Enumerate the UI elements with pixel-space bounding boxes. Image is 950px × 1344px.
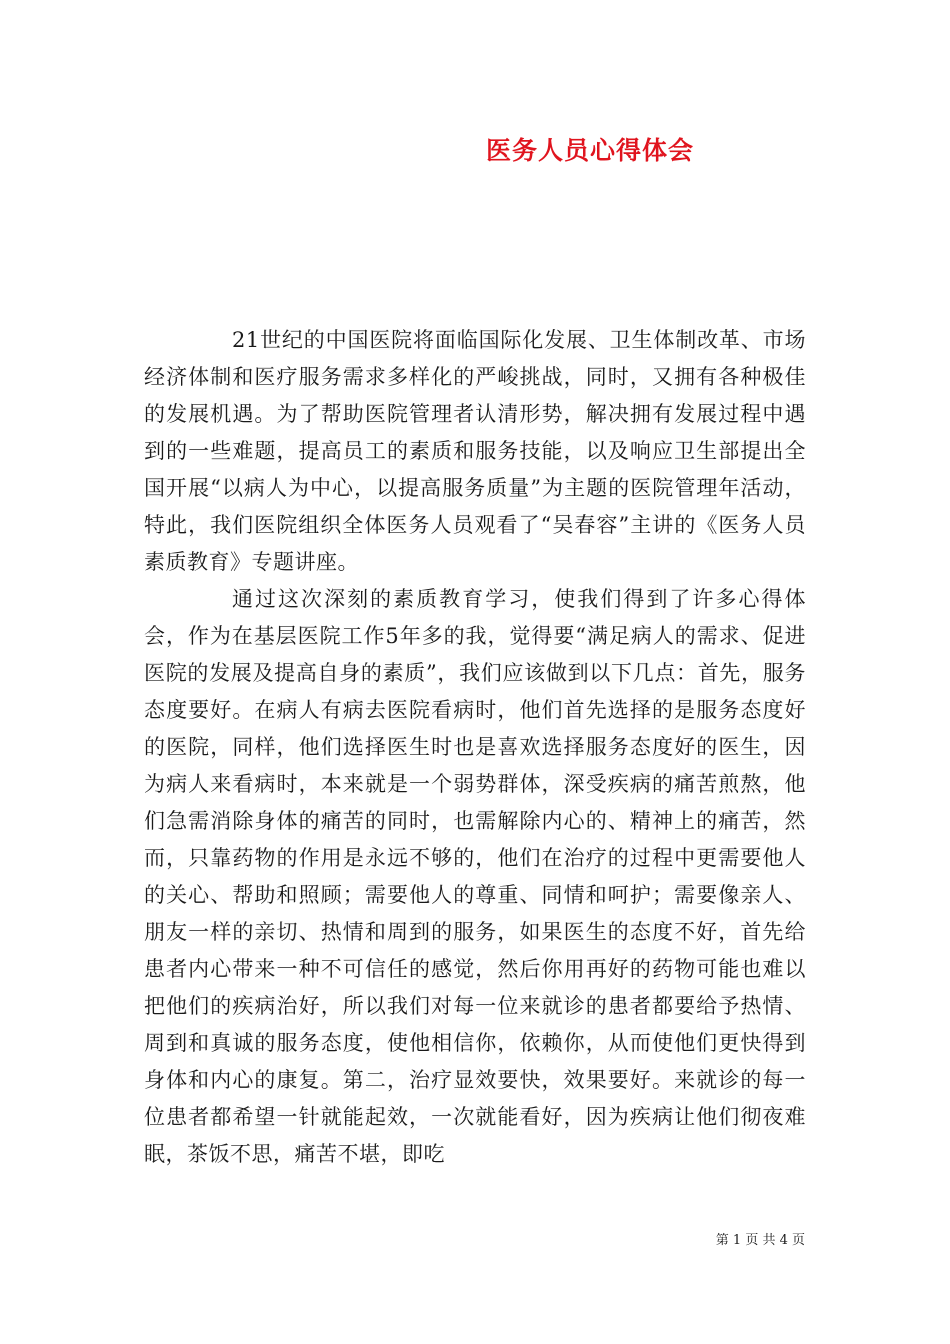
page-footer: 第 1 页 共 4 页 bbox=[715, 1233, 805, 1248]
paragraph-2: 通过这次深刻的素质教育学习，使我们得到了许多心得体会，作为在基层医院工作5年多的我，觉得要“满足病人的需求、促进医院的发展及提高自身的素质”，我们应该做到以下几点：首先，服务态度要好。在病人有病去医院看病时，他们首先选择的是服务态度好的医院，同样，他们选择医生时也是喜欢选择服务态度好的医生，因为病人来看病时，本来就是一个弱势群体，深受疾病的痛苦煎熬，他们急需消除身体的痛苦的同时，也需解除内心的、精神上的痛苦，然而，只靠药物的作用是永远不够的，他们在治疗的过程中更需要他人的关心、帮助和照顾；需要他人的尊重、同情和呵护；需要像亲人、朋友一样的亲切、热情和周到的服务，如果医生的态度不好，首先给患者内心带来一种不可信任的感觉，然后你用再好的药物可能也难以把他们的疾病治好，所以我们对每一位来就诊的患者都要给予热情、周到和真诚的服务态度，使他相信你，依赖你，从而使他们更快得到身体和内心的康复。第二，治疗显效要快，效果要好。来就诊的每一位患者都希望一针就能起效，一次就能看好，因为疾病让他们彻夜难眠，茶饭不思，痛苦不堪，即吃 bbox=[144, 587, 806, 1166]
document-title: 医务人员心得体会 bbox=[485, 136, 694, 165]
paragraph-1: 21世纪的中国医院将面临国际化发展、卫生体制改革、市场经济体制和医疗服务需求多样化的严峻挑战，同时，又拥有各种极佳的发展机遇。为了帮助医院管理者认清形势，解决拥有发展过程中遇到的一些难题，提高员工的素质和服务技能，以及响应卫生部提出全国开展“以病人为中心，以提高服务质量”为主题的医院管理年活动，特此，我们医院组织全体医务人员观看了“吴春容”主讲的《医务人员素质教育》专题讲座。 bbox=[144, 328, 806, 574]
document-body bbox=[144, 322, 806, 1173]
